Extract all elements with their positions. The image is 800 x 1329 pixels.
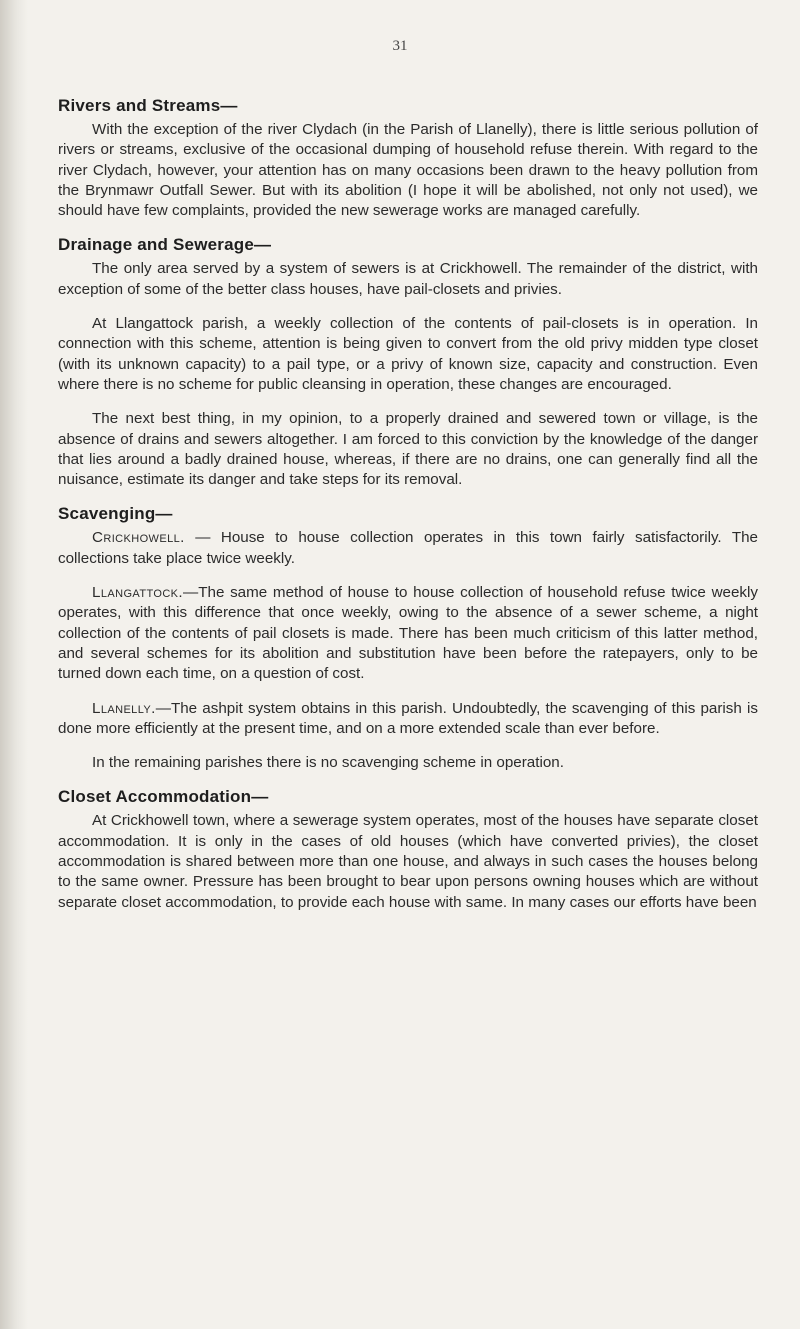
paragraph: At Crickhowell town, where a sewerage system operates, most of the houses have separate closet accommodation. It is only in the cases of old houses (which have converted privies), the closet accommodation is shared between more than one house, and always in such cases the houses belong to the same owner. Pressure has been brought to bear upon persons owning houses which are without separate closet accommodation, to provide each house with same. In many cases our efforts have been — [58, 812, 758, 911]
paragraph: At Llangattock parish, a weekly collection of the contents of pail-closets is in operation. In connection with this scheme, attention is being given to convert from the old privy midden type closet (with its unknown capacity) to a pail type, or a privy of known size, capacity and construction. Even where there is no scheme for public cleansing in operation, these changes are encouraged. — [58, 315, 758, 393]
paragraph: The only area served by a system of sewers is at Crickhowell. The remainder of the district, with exception of some of the better class houses, have pail-closets and privies. — [58, 260, 758, 298]
place-label: Crickhowell. — [92, 529, 185, 547]
page-edge-shadow — [0, 0, 28, 1329]
place-label: Llanelly. — [92, 699, 156, 717]
section-drainage-and-sewerage — [58, 235, 758, 490]
paragraph: With the exception of the river Clydach (in the Parish of Llanelly), there is little serious pollution of rivers or streams, exclusive of the occasional dumping of household refuse therein. With regard to the river Clydach, however, your attention has on many occasions been drawn to the heavy pollution from the Brynmawr Outfall Sewer. But with its abolition (I hope it will be abolished, not only not used), we should have few complaints, provided the new sewerage works are managed carefully. — [58, 121, 758, 220]
section-scavenging — [58, 504, 758, 773]
heading-scavenging: Scavenging— — [58, 504, 173, 524]
paragraph: In the remaining parishes there is no scavenging scheme in operation. — [92, 754, 564, 772]
paragraph — [58, 528, 758, 569]
paragraph: The next best thing, in my opinion, to a properly drained and sewered town or village, is the absence of drains and sewers altogether. I am forced to this conviction by the knowledge of the danger that lies around a badly drained house, whereas, if there are no drains, one can generally find all the nuisance, estimate its danger and take steps for its removal. — [58, 410, 758, 489]
heading-closet-accommodation: Closet Accommodation— — [58, 787, 269, 807]
section-rivers-and-streams — [58, 96, 758, 221]
paragraph-text: — House to house collection operates in this town fairly satisfactorily. The collections take place twice weekly. — [58, 529, 758, 567]
page-number: 31 — [392, 38, 408, 54]
heading-rivers-and-streams: Rivers and Streams— — [58, 96, 238, 115]
paragraph — [58, 583, 758, 684]
document-body — [58, 96, 758, 927]
paragraph — [58, 699, 758, 740]
section-closet-accommodation — [58, 787, 758, 912]
paragraph-text: —The same method of house to house collection of household refuse twice weekly operates, with this difference that once weekly, owing to the absence of a sewer scheme, a night collection of the contents of pail closets is made. There has been much criticism of this latter method, and several schemes for its abolition and substitution have been before the ratepayers, only to be turned down each time, on a question of cost. — [58, 584, 758, 683]
heading-drainage-and-sewerage: Drainage and Sewerage— — [58, 235, 272, 255]
paragraph-text: —The ashpit system obtains in this parish. Undoubtedly, the scavenging of this parish is done more efficiently at the present time, and on a more extended scale than ever before. — [58, 699, 758, 737]
place-label: Llangattock. — [92, 584, 184, 602]
